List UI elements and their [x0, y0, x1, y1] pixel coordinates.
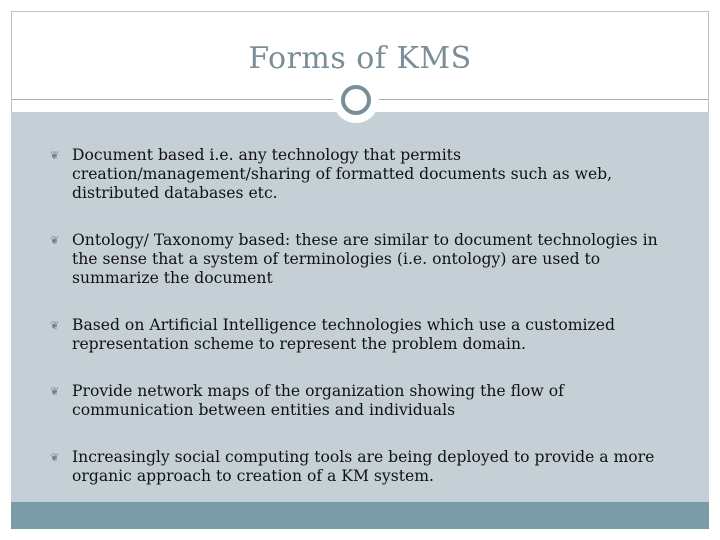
divider-circle-icon	[341, 85, 371, 115]
bullet-list	[50, 146, 680, 514]
leaf-bullet-icon: ❦	[50, 319, 60, 332]
bullet-text: Provide network maps of the organization showing the flow of communication between entities and individuals	[72, 382, 564, 419]
bullet-item	[50, 231, 680, 288]
footer-bar	[11, 502, 709, 529]
bullet-item	[50, 382, 680, 420]
slide-title: Forms of KMS	[248, 41, 472, 76]
leaf-bullet-icon: ❦	[50, 149, 60, 162]
bullet-item	[50, 146, 680, 203]
bullet-text: Increasingly social computing tools are being deployed to provide a more organic approach to creation of a KM system.	[72, 448, 655, 485]
leaf-bullet-icon: ❦	[50, 385, 60, 398]
leaf-bullet-icon: ❦	[50, 451, 60, 464]
bullet-item	[50, 316, 680, 354]
bullet-text: Document based i.e. any technology that permits creation/management/sharing of formatted documents such as web, distributed databases etc.	[72, 146, 613, 202]
leaf-bullet-icon: ❦	[50, 234, 60, 247]
bullet-text: Ontology/ Taxonomy based: these are similar to document technologies in the sense that a system of terminologies (i.e. ontology) are used to summarize the document	[72, 231, 658, 287]
bullet-text: Based on Artificial Intelligence technologies which use a customized representation scheme to represent the problem domain.	[72, 316, 615, 353]
bullet-item	[50, 448, 680, 486]
